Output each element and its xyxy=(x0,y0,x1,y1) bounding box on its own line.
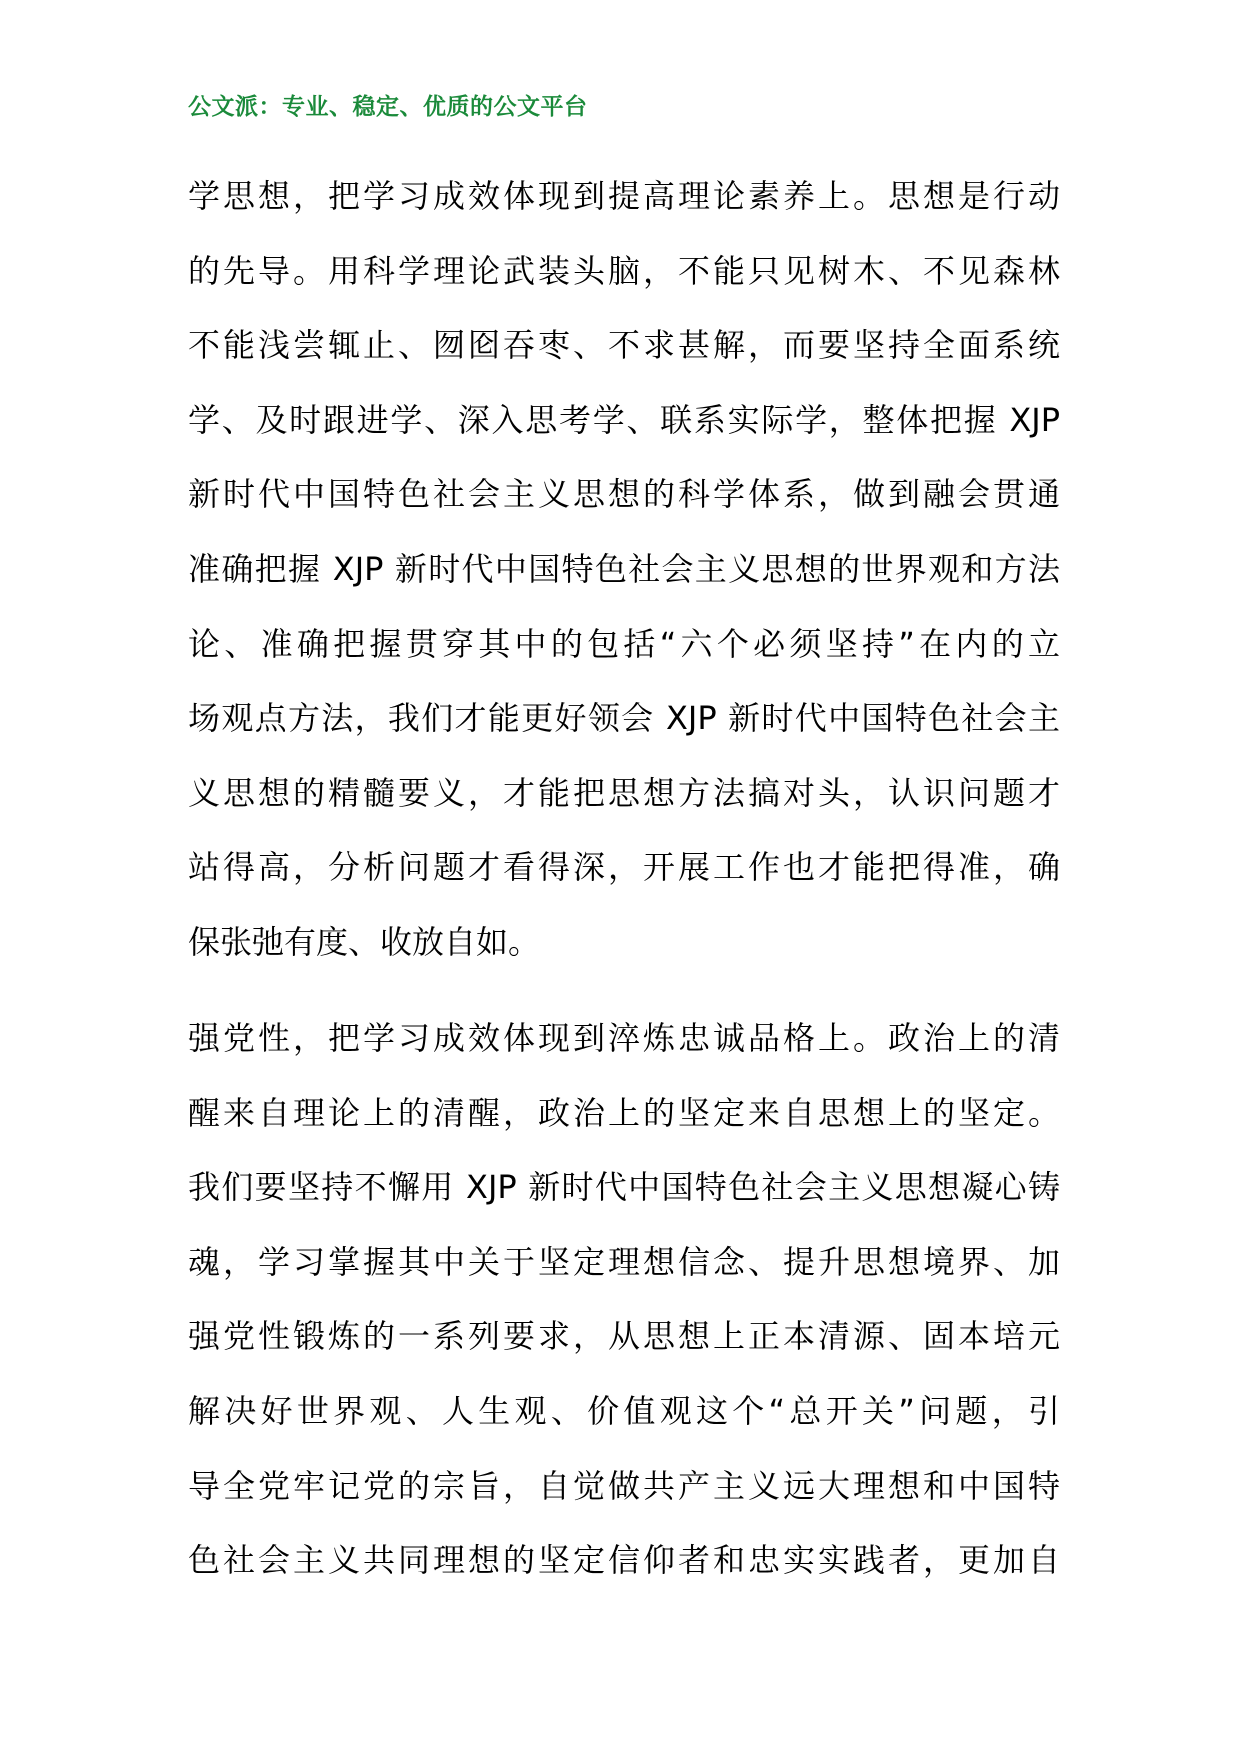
text-line: 导全党牢记党的宗旨，自觉做共产主义远大理想和中国特 xyxy=(188,1466,1060,1505)
text-line: 准确把握 XJP 新时代中国特色社会主义思想的世界观和方法 xyxy=(188,549,1060,588)
text-line: 义思想的精髓要义，才能把思想方法搞对头，认识问题才 xyxy=(188,773,1060,812)
text-line: 论、准确把握贯穿其中的包括“六个必须坚持”在内的立 xyxy=(188,624,1060,663)
text-line: 强党性，把学习成效体现到淬炼忠诚品格上。政治上的清 xyxy=(188,1019,1060,1057)
text-line: 站得高，分析问题才看得深，开展工作也才能把得准，确 xyxy=(188,848,1060,887)
text-line: 学思想，把学习成效体现到提高理论素养上。思想是行动 xyxy=(188,177,1060,215)
text-line: 保张弛有度、收放自如。 xyxy=(188,922,541,961)
page-header: 公文派：专业、稳定、优质的公文平台 xyxy=(188,94,588,120)
paragraph-1 xyxy=(188,159,1060,980)
text-line: 解决好世界观、人生观、价值观这个“总开关”问题，引 xyxy=(188,1391,1060,1430)
text-line: 我们要坚持不懈用 XJP 新时代中国特色社会主义思想凝心铸 xyxy=(188,1168,1060,1207)
text-line: 色社会主义共同理想的坚定信仰者和忠实实践者，更加自 xyxy=(188,1541,1060,1580)
paragraph-2 xyxy=(188,1001,1060,1598)
text-line: 醒来自理论上的清醒，政治上的坚定来自思想上的坚定。 xyxy=(188,1093,1060,1132)
text-line: 魂，学习掌握其中关于坚定理想信念、提升思想境界、加 xyxy=(188,1242,1060,1281)
text-line: 学、及时跟进学、深入思考学、联系实际学，整体把握 XJP xyxy=(188,400,1060,439)
text-line: 的先导。用科学理论武装头脑，不能只见树木、不见森林 xyxy=(188,251,1060,290)
text-line: 新时代中国特色社会主义思想的科学体系，做到融会贯通 xyxy=(188,475,1060,514)
text-line: 不能浅尝辄止、囫囵吞枣、不求甚解，而要坚持全面系统 xyxy=(188,326,1060,365)
text-line: 强党性锻炼的一系列要求，从思想上正本清源、固本培元 xyxy=(188,1317,1060,1356)
text-line: 场观点方法，我们才能更好领会 XJP 新时代中国特色社会主 xyxy=(188,699,1060,738)
